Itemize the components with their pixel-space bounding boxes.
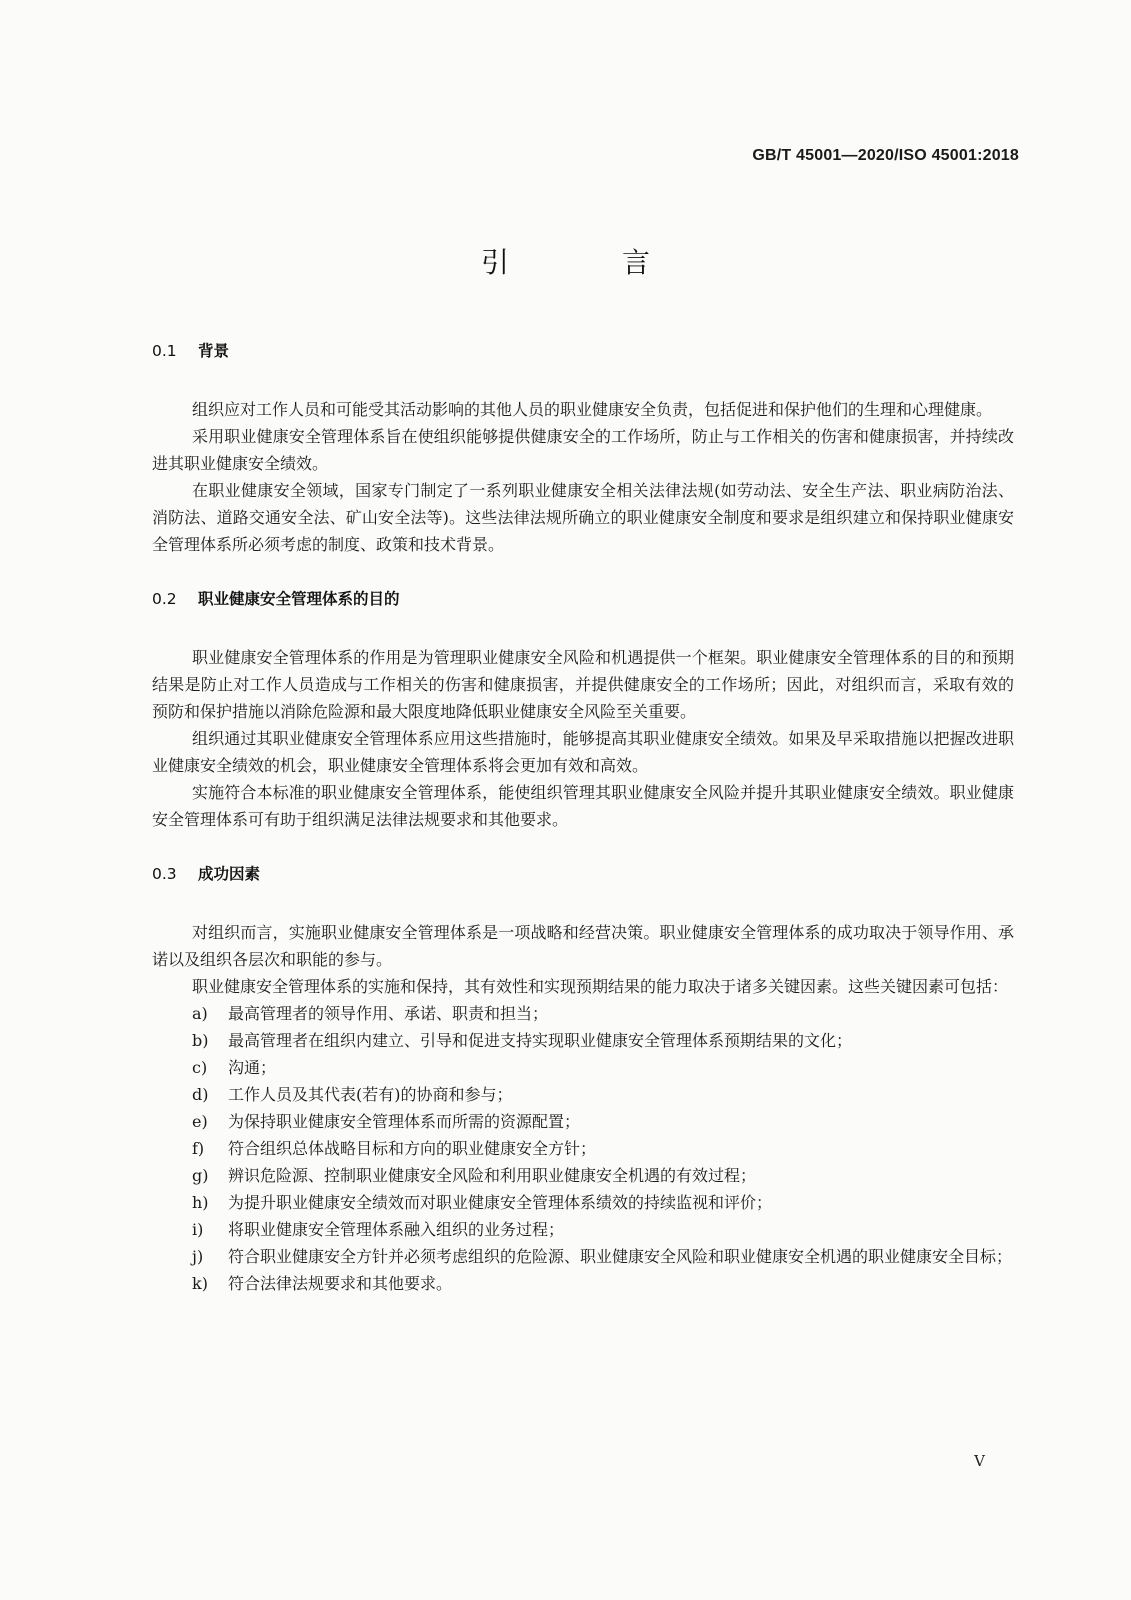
page-number: V bbox=[974, 1452, 985, 1470]
section-background bbox=[152, 338, 1014, 558]
list-item-text: 最高管理者的领导作用、承诺、职责和担当； bbox=[228, 1004, 549, 1023]
section-success-factors bbox=[152, 861, 1014, 1297]
section-number: 0.3 bbox=[152, 865, 177, 883]
list-marker: i) bbox=[192, 1220, 204, 1239]
section-title: 背景 bbox=[198, 342, 230, 360]
section-purpose bbox=[152, 586, 1014, 833]
paragraph: 职业健康安全管理体系的作用是为管理职业健康安全风险和机遇提供一个框架。职业健康安全管理体系的目的和预期结果是防止对工作人员造成与工作相关的伤害和健康损害，并提供健康安全的工作场所；因此，对组织而言，采取有效的预防和保护措施以消除危险源和最大限度地降低职业健康安全风险至关重要。 bbox=[152, 648, 1014, 721]
section-title: 成功因素 bbox=[198, 865, 261, 883]
paragraph: 在职业健康安全领域，国家专门制定了一系列职业健康安全相关法律法规(如劳动法、安全生产法、职业病防治法、消防法、道路交通安全法、矿山安全法等)。这些法律法规所确立的职业健康安全制度和要求是组织建立和保持职业健康安全管理体系所必须考虑的制度、政策和技术背景。 bbox=[152, 481, 1014, 554]
list-marker: f) bbox=[192, 1139, 205, 1158]
list-marker: a) bbox=[192, 1004, 208, 1023]
section-heading bbox=[152, 861, 1014, 887]
list-item bbox=[152, 1135, 1014, 1162]
list-item bbox=[152, 1081, 1014, 1108]
paragraph: 职业健康安全管理体系的实施和保持，其有效性和实现预期结果的能力取决于诸多关键因素。这些关键因素可包括： bbox=[192, 977, 1009, 996]
list-item bbox=[152, 1000, 1014, 1027]
list-item bbox=[152, 1108, 1014, 1135]
list-item-text: 最高管理者在组织内建立、引导和促进支持实现职业健康安全管理体系预期结果的文化； bbox=[228, 1031, 853, 1050]
section-heading bbox=[152, 586, 1014, 612]
list-item-text: 符合职业健康安全方针并必须考虑组织的危险源、职业健康安全风险和职业健康安全机遇的职业健康安全目标； bbox=[228, 1247, 1013, 1266]
list-item bbox=[152, 1054, 1014, 1081]
paragraph: 组织应对工作人员和可能受其活动影响的其他人员的职业健康安全负责，包括促进和保护他们的生理和心理健康。 bbox=[192, 400, 993, 419]
list-item-text: 为保持职业健康安全管理体系而所需的资源配置； bbox=[228, 1112, 581, 1131]
list-item bbox=[152, 1162, 1014, 1189]
key-factors-list bbox=[152, 1000, 1014, 1297]
list-marker: b) bbox=[192, 1031, 209, 1050]
section-heading bbox=[152, 338, 1014, 364]
section-title: 职业健康安全管理体系的目的 bbox=[198, 590, 400, 608]
paragraph: 对组织而言，实施职业健康安全管理体系是一项战略和经营决策。职业健康安全管理体系的成功取决于领导作用、承诺以及组织各层次和职能的参与。 bbox=[152, 923, 1014, 969]
list-item bbox=[152, 1216, 1014, 1243]
list-marker: c) bbox=[192, 1058, 208, 1077]
standard-code: GB/T 45001—2020/ISO 45001:2018 bbox=[752, 147, 1019, 164]
list-marker: k) bbox=[192, 1274, 208, 1293]
section-number: 0.2 bbox=[152, 590, 177, 608]
list-item-text: 符合组织总体战略目标和方向的职业健康安全方针； bbox=[228, 1139, 597, 1158]
list-marker: j) bbox=[192, 1247, 204, 1266]
paragraph: 采用职业健康安全管理体系旨在使组织能够提供健康安全的工作场所，防止与工作相关的伤害和健康损害，并持续改进其职业健康安全绩效。 bbox=[152, 427, 1014, 473]
document-body bbox=[152, 338, 1014, 1297]
list-item-text: 将职业健康安全管理体系融入组织的业务过程； bbox=[228, 1220, 565, 1239]
page-title: 引 言 bbox=[481, 246, 702, 279]
list-item bbox=[152, 1189, 1014, 1216]
list-item bbox=[152, 1243, 1014, 1270]
list-marker: d) bbox=[192, 1085, 209, 1104]
list-item bbox=[152, 1027, 1014, 1054]
paragraph: 组织通过其职业健康安全管理体系应用这些措施时，能够提高其职业健康安全绩效。如果及早采取措施以把握改进职业健康安全绩效的机会，职业健康安全管理体系将会更加有效和高效。 bbox=[152, 729, 1014, 775]
list-marker: g) bbox=[192, 1166, 209, 1185]
list-item bbox=[152, 1270, 1014, 1297]
section-number: 0.1 bbox=[152, 342, 177, 360]
list-item-text: 辨识危险源、控制职业健康安全风险和利用职业健康安全机遇的有效过程； bbox=[228, 1166, 757, 1185]
list-item-text: 符合法律法规要求和其他要求。 bbox=[228, 1274, 453, 1293]
list-marker: h) bbox=[192, 1193, 209, 1212]
paragraph: 实施符合本标准的职业健康安全管理体系，能使组织管理其职业健康安全风险并提升其职业健康安全绩效。职业健康安全管理体系可有助于组织满足法律法规要求和其他要求。 bbox=[152, 783, 1014, 829]
list-item-text: 沟通； bbox=[228, 1058, 277, 1077]
list-item-text: 工作人员及其代表(若有)的协商和参与； bbox=[228, 1085, 513, 1104]
list-marker: e) bbox=[192, 1112, 208, 1131]
list-item-text: 为提升职业健康安全绩效而对职业健康安全管理体系绩效的持续监视和评价； bbox=[228, 1193, 773, 1212]
